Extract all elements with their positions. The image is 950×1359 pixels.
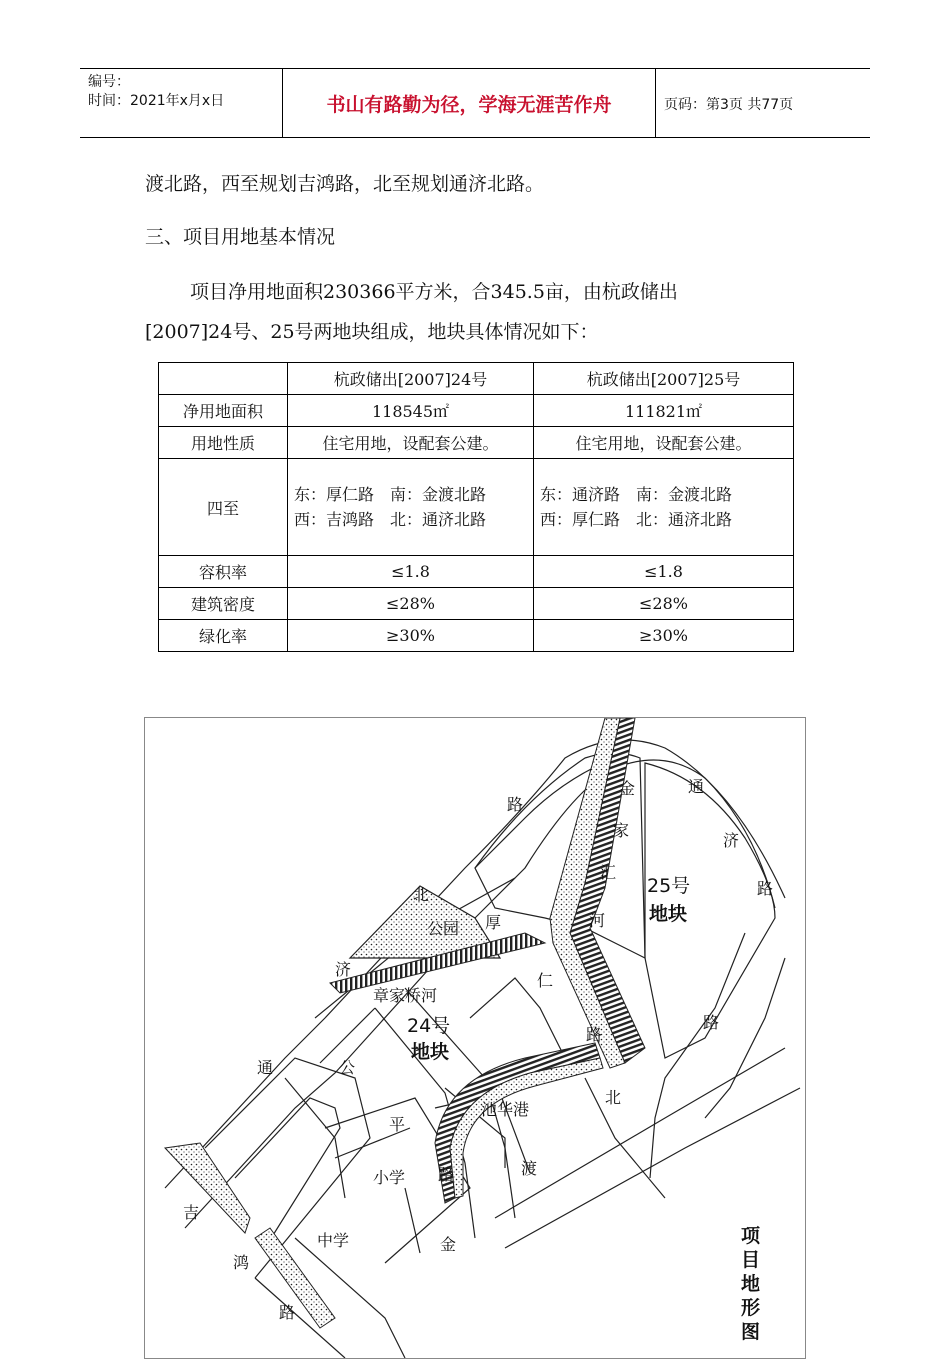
boundary-line: 东：厚仁路 南：金渡北路	[294, 485, 487, 504]
label-road-jindu-north-3: 金	[440, 1235, 457, 1254]
label-plot-24-line-2: 地块	[411, 1041, 450, 1063]
label-primary-school: 小学	[373, 1168, 406, 1187]
label-road-jindu-north-1: 北	[605, 1088, 622, 1107]
label-road-tongji-north-4: 通	[257, 1058, 274, 1077]
label-river-zhangjiaqiao: 章家桥河	[373, 986, 438, 1005]
label-map-title-1: 项	[741, 1225, 761, 1247]
label-plot-25-line-1: 25号	[647, 875, 691, 897]
table-row	[159, 588, 794, 620]
body-para-line-1: 项目净用地面积230366平方米，合345.5亩，由杭政储出	[190, 281, 678, 303]
header-page-info: 页码：第3页 共77页	[664, 97, 794, 113]
label-river-jinjiahui-3: 汇	[600, 863, 617, 882]
label-plot-25-line-2: 地块	[649, 903, 688, 925]
label-road-jihong-3: 路	[279, 1303, 296, 1322]
label-map-title-3: 地	[741, 1273, 761, 1295]
label-road-hou-ren-1: 厚	[485, 913, 502, 932]
label-road-right-lu: 路	[703, 1013, 720, 1032]
table-header-cell: 杭政储出[2007]25号	[534, 363, 794, 395]
label-road-gongping-3: 路	[438, 1165, 455, 1184]
page-header	[80, 68, 870, 138]
cell-plot-25: ≤28%	[534, 588, 794, 620]
header-time-label: 时间：2021年x月x日	[88, 93, 225, 109]
cell-plot-25: 住宅用地，设配套公建。	[534, 427, 794, 459]
label-road-hou-ren-3: 路	[586, 1025, 603, 1044]
label-road-hou-ren-2: 仁	[537, 971, 554, 990]
cell-plot-24: ≥30%	[288, 620, 534, 652]
land-info-table	[158, 362, 794, 652]
header-meta	[88, 73, 224, 111]
row-label: 净用地面积	[159, 395, 288, 427]
cell-plot-25-boundaries	[534, 459, 794, 556]
table-row	[159, 620, 794, 652]
label-map-title-4: 形	[741, 1297, 761, 1319]
row-label: 建筑密度	[159, 588, 288, 620]
label-road-jihong-2: 鸿	[233, 1253, 250, 1272]
header-motto: 书山有路勤为径，学海无涯苦作舟	[282, 69, 656, 137]
site-map	[144, 717, 806, 1359]
cell-plot-25: 111821㎡	[534, 395, 794, 427]
label-road-tongji-right-2: 济	[723, 831, 740, 850]
row-label: 绿化率	[159, 620, 288, 652]
table-row	[159, 395, 794, 427]
label-road-jihong-1: 吉	[183, 1203, 200, 1222]
label-road-tongji-right-3: 路	[757, 879, 774, 898]
table-row	[159, 459, 794, 556]
boundary-line: 东：通济路 南：金渡北路	[540, 485, 733, 504]
cell-plot-25: ≥30%	[534, 620, 794, 652]
cell-plot-25: ≤1.8	[534, 556, 794, 588]
label-chihuagang: 池华港	[481, 1100, 530, 1119]
table-header-cell	[159, 363, 288, 395]
row-label: 容积率	[159, 556, 288, 588]
label-map-title-5: 图	[741, 1321, 761, 1343]
cell-plot-24: 118545㎡	[288, 395, 534, 427]
label-road-tongji-north-1: 路	[507, 795, 524, 814]
table-row	[159, 427, 794, 459]
cell-plot-24: 住宅用地，设配套公建。	[288, 427, 534, 459]
body-line-1: 渡北路，西至规划吉鸿路，北至规划通济北路。	[145, 173, 545, 195]
green-strip-west	[165, 1143, 250, 1233]
label-road-tongji-right-1: 通	[688, 777, 705, 796]
boundary-line: 西：厚仁路 北：通济北路	[540, 510, 733, 529]
cell-plot-24-boundaries	[288, 459, 534, 556]
label-middle-school: 中学	[317, 1231, 350, 1250]
site-map-drawing	[145, 718, 805, 1358]
cell-plot-24: ≤1.8	[288, 556, 534, 588]
label-road-tongji-north-2: 北	[413, 885, 430, 904]
body-para-line-2: [2007]24号、25号两地块组成，地块具体情况如下：	[145, 321, 599, 343]
label-plot-24-line-1: 24号	[407, 1015, 451, 1037]
table-header-cell: 杭政储出[2007]24号	[288, 363, 534, 395]
table-header-row	[159, 363, 794, 395]
label-park: 公园	[427, 919, 460, 938]
table-row	[159, 556, 794, 588]
label-river-jinjiahui-1: 金	[619, 779, 636, 798]
header-number-label: 编号：	[88, 74, 130, 90]
label-road-gongping-1: 公	[339, 1058, 356, 1077]
boundary-line: 西：吉鸿路 北：通济北路	[294, 510, 487, 529]
label-map-title-2: 目	[741, 1249, 761, 1271]
label-river-jinjiahui-2: 家	[613, 821, 630, 840]
cell-plot-24: ≤28%	[288, 588, 534, 620]
row-label: 四至	[159, 459, 288, 556]
label-road-gongping-2: 平	[389, 1115, 406, 1134]
row-label: 用地性质	[159, 427, 288, 459]
section-heading: 三、项目用地基本情况	[145, 226, 336, 248]
label-road-jindu-north-2: 渡	[521, 1159, 538, 1178]
road-outlines	[165, 740, 800, 1358]
label-river-jinjiahui-4: 河	[589, 911, 606, 930]
label-road-tongji-north-3: 济	[335, 960, 352, 979]
